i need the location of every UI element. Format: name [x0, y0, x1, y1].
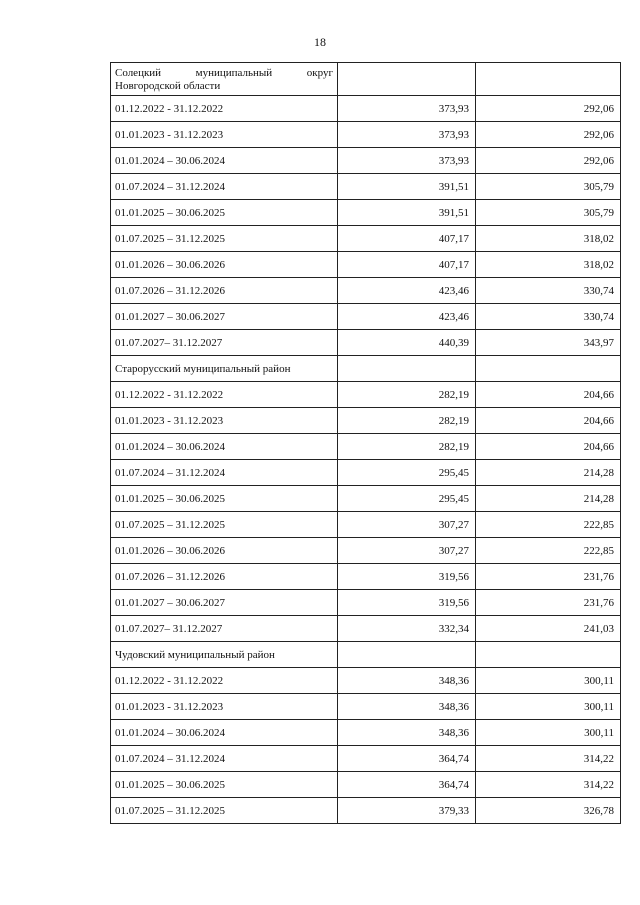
value-1-cell: 379,33	[338, 798, 476, 824]
period-cell: 01.01.2026 – 30.06.2026	[111, 252, 338, 278]
table-row	[111, 746, 621, 772]
value-2-cell: 204,66	[476, 434, 621, 460]
value-2-cell: 343,97	[476, 330, 621, 356]
value-1-cell: 391,51	[338, 174, 476, 200]
table-row	[111, 122, 621, 148]
value-2-cell: 300,11	[476, 720, 621, 746]
table-row	[111, 538, 621, 564]
period-cell: 01.01.2025 – 30.06.2025	[111, 772, 338, 798]
table-row	[111, 330, 621, 356]
value-1-cell: 407,17	[338, 252, 476, 278]
value-2-cell: 222,85	[476, 512, 621, 538]
table-row	[111, 512, 621, 538]
value-1-cell: 282,19	[338, 382, 476, 408]
value-2-cell: 330,74	[476, 278, 621, 304]
period-cell: 01.07.2026 – 31.12.2026	[111, 564, 338, 590]
period-cell: 01.01.2025 – 30.06.2025	[111, 200, 338, 226]
value-2-cell: 326,78	[476, 798, 621, 824]
table-row	[111, 148, 621, 174]
value-1-cell: 307,27	[338, 538, 476, 564]
empty-cell	[338, 63, 476, 96]
value-1-cell: 391,51	[338, 200, 476, 226]
value-2-cell: 305,79	[476, 174, 621, 200]
value-1-cell: 423,46	[338, 278, 476, 304]
period-cell: 01.07.2024 – 31.12.2024	[111, 460, 338, 486]
value-2-cell: 231,76	[476, 564, 621, 590]
period-cell: 01.07.2026 – 31.12.2026	[111, 278, 338, 304]
value-1-cell: 282,19	[338, 408, 476, 434]
value-1-cell: 307,27	[338, 512, 476, 538]
table-row	[111, 252, 621, 278]
value-2-cell: 231,76	[476, 590, 621, 616]
period-cell: 01.01.2025 – 30.06.2025	[111, 486, 338, 512]
value-1-cell: 295,45	[338, 460, 476, 486]
period-cell: 01.01.2026 – 30.06.2026	[111, 538, 338, 564]
section-header-row	[111, 356, 621, 382]
section-header-row	[111, 642, 621, 668]
value-2-cell: 292,06	[476, 122, 621, 148]
value-2-cell: 292,06	[476, 148, 621, 174]
table-row	[111, 616, 621, 642]
value-2-cell: 318,02	[476, 252, 621, 278]
empty-cell	[476, 642, 621, 668]
section-title: Солецкий муниципальный округ Новгородской области	[111, 63, 338, 96]
value-2-cell: 214,28	[476, 486, 621, 512]
value-2-cell: 214,28	[476, 460, 621, 486]
period-cell: 01.01.2023 - 31.12.2023	[111, 694, 338, 720]
value-1-cell: 423,46	[338, 304, 476, 330]
value-2-cell: 204,66	[476, 382, 621, 408]
table-row	[111, 174, 621, 200]
value-2-cell: 318,02	[476, 226, 621, 252]
table-row	[111, 200, 621, 226]
table-row	[111, 382, 621, 408]
value-2-cell: 314,22	[476, 746, 621, 772]
period-cell: 01.07.2027– 31.12.2027	[111, 330, 338, 356]
table-row	[111, 720, 621, 746]
value-2-cell: 300,11	[476, 668, 621, 694]
value-1-cell: 348,36	[338, 694, 476, 720]
section-title: Старорусский муниципальный район	[111, 356, 338, 382]
value-2-cell: 204,66	[476, 408, 621, 434]
period-cell: 01.07.2027– 31.12.2027	[111, 616, 338, 642]
value-1-cell: 373,93	[338, 96, 476, 122]
section-header-row	[111, 63, 621, 96]
table-row	[111, 96, 621, 122]
value-2-cell: 292,06	[476, 96, 621, 122]
period-cell: 01.01.2027 – 30.06.2027	[111, 590, 338, 616]
period-cell: 01.07.2024 – 31.12.2024	[111, 746, 338, 772]
empty-cell	[338, 642, 476, 668]
value-1-cell: 282,19	[338, 434, 476, 460]
table-row	[111, 564, 621, 590]
table-row	[111, 304, 621, 330]
value-1-cell: 319,56	[338, 564, 476, 590]
table-row	[111, 486, 621, 512]
value-1-cell: 364,74	[338, 772, 476, 798]
table-row	[111, 278, 621, 304]
value-2-cell: 300,11	[476, 694, 621, 720]
value-2-cell: 330,74	[476, 304, 621, 330]
table-row	[111, 460, 621, 486]
period-cell: 01.01.2023 - 31.12.2023	[111, 408, 338, 434]
empty-cell	[476, 63, 621, 96]
table-row	[111, 772, 621, 798]
value-1-cell: 295,45	[338, 486, 476, 512]
value-2-cell: 314,22	[476, 772, 621, 798]
value-1-cell: 440,39	[338, 330, 476, 356]
table-row	[111, 590, 621, 616]
section-title: Чудовский муниципальный район	[111, 642, 338, 668]
tariff-table	[110, 62, 621, 824]
period-cell: 01.01.2024 – 30.06.2024	[111, 720, 338, 746]
period-cell: 01.12.2022 - 31.12.2022	[111, 668, 338, 694]
period-cell: 01.07.2025 – 31.12.2025	[111, 512, 338, 538]
table-row	[111, 408, 621, 434]
value-1-cell: 407,17	[338, 226, 476, 252]
period-cell: 01.12.2022 - 31.12.2022	[111, 382, 338, 408]
period-cell: 01.07.2025 – 31.12.2025	[111, 798, 338, 824]
period-cell: 01.07.2025 – 31.12.2025	[111, 226, 338, 252]
period-cell: 01.07.2024 – 31.12.2024	[111, 174, 338, 200]
value-2-cell: 241,03	[476, 616, 621, 642]
value-1-cell: 373,93	[338, 122, 476, 148]
period-cell: 01.01.2023 - 31.12.2023	[111, 122, 338, 148]
page-number: 18	[314, 35, 326, 49]
period-cell: 01.12.2022 - 31.12.2022	[111, 96, 338, 122]
period-cell: 01.01.2027 – 30.06.2027	[111, 304, 338, 330]
period-cell: 01.01.2024 – 30.06.2024	[111, 434, 338, 460]
value-1-cell: 348,36	[338, 668, 476, 694]
empty-cell	[338, 356, 476, 382]
table-row	[111, 694, 621, 720]
value-1-cell: 332,34	[338, 616, 476, 642]
value-1-cell: 348,36	[338, 720, 476, 746]
table-row	[111, 226, 621, 252]
tariff-table-body	[111, 63, 621, 824]
table-row	[111, 668, 621, 694]
value-2-cell: 222,85	[476, 538, 621, 564]
value-1-cell: 319,56	[338, 590, 476, 616]
value-1-cell: 364,74	[338, 746, 476, 772]
table-row	[111, 434, 621, 460]
value-2-cell: 305,79	[476, 200, 621, 226]
empty-cell	[476, 356, 621, 382]
table-row	[111, 798, 621, 824]
value-1-cell: 373,93	[338, 148, 476, 174]
period-cell: 01.01.2024 – 30.06.2024	[111, 148, 338, 174]
